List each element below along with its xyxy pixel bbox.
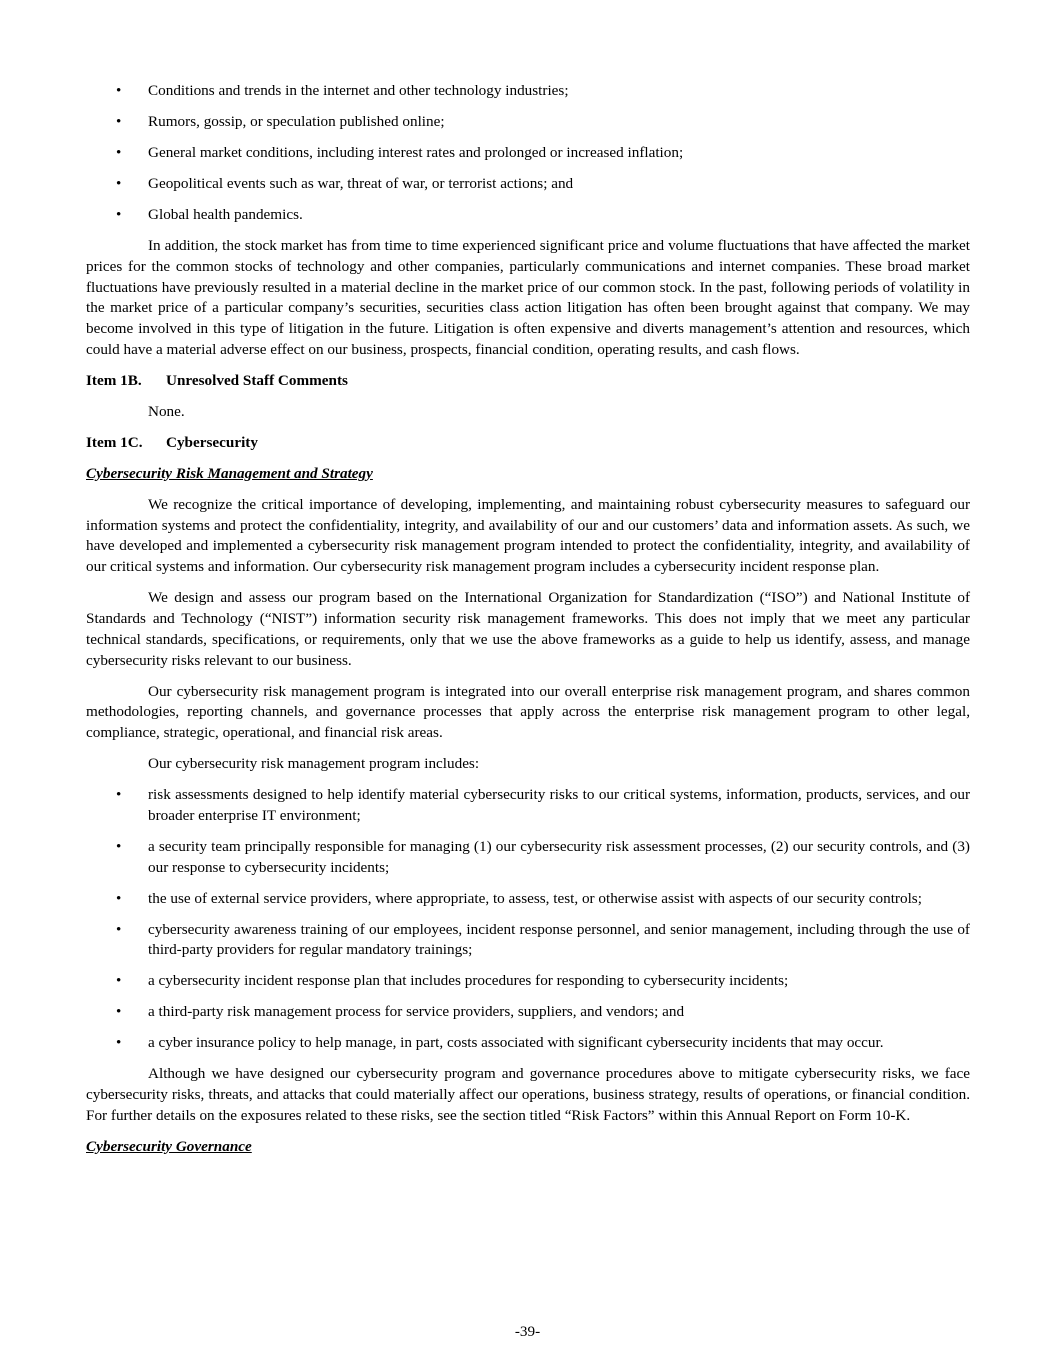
list-item <box>86 785 970 827</box>
bullet-text: a cybersecurity incident response plan that includes procedures for responding to cybersecurity incidents; <box>148 972 789 990</box>
risk-paragraph: We design and assess our program based on the International Organization for Standardization (“ISO”) and National Institute of Standards and Technology (“NIST”) information security risk management frameworks. This does not imply that we meet any particular technical standards, specifications, or requirements, only that we use the above frameworks as a guide to help us identify, assess, and manage cybersecurity risks relevant to our business. <box>86 589 970 669</box>
page-number: -39- <box>514 1323 541 1340</box>
risk-paragraph: Our cybersecurity risk management program is integrated into our overall enterprise risk management program, and shares common methodologies, reporting channels, and governance processes that apply across the enterprise risk management program to other legal, compliance, strategic, operational, and financial risk areas. <box>86 682 970 742</box>
list-item <box>86 205 970 226</box>
bullet-mark: • <box>116 920 122 938</box>
item-1b-heading <box>86 371 970 392</box>
bullet-text: a cyber insurance policy to help manage, in part, costs associated with significant cybersecurity incidents that may occur. <box>148 1034 884 1052</box>
top-bullet-list <box>86 81 970 226</box>
bullet-text: a third-party risk management process for service providers, suppliers, and vendors; and <box>148 1003 685 1021</box>
item-1b-title: Unresolved Staff Comments <box>166 371 348 389</box>
bullet-mark: • <box>116 786 122 804</box>
governance-heading: Cybersecurity Governance <box>86 1138 252 1155</box>
item-1b-number: Item 1B. <box>86 371 142 389</box>
list-item <box>86 920 970 962</box>
list-item <box>86 889 970 910</box>
list-item <box>86 837 970 879</box>
bullet-mark: • <box>116 1003 122 1021</box>
bullet-mark: • <box>116 889 122 907</box>
item-1c-heading <box>86 433 970 454</box>
bullet-mark: • <box>116 174 122 192</box>
bullet-text: Geopolitical events such as war, threat of war, or terrorist actions; and <box>148 174 574 192</box>
list-item <box>86 1033 970 1054</box>
risk-paragraph: We recognize the critical importance of developing, implementing, and maintaining robust cybersecurity measures to safeguard our information systems and protect the confidentiality, integrity, and availability of our and our customers’ data and information assets. As such, we have developed and implemented a cybersecurity risk management program intended to protect the confidentiality, integrity, and availability of our critical systems and information. Our cybersecurity risk management program includes a cybersecurity incident response plan. <box>86 495 970 576</box>
item-1c-title: Cybersecurity <box>166 433 258 451</box>
bullet-text: risk assessments designed to help identify material cybersecurity risks to our critical systems, information, products, services, and our broader enterprise IT environment; <box>148 786 970 824</box>
bullet-mark: • <box>116 1034 122 1052</box>
risk-management-heading: Cybersecurity Risk Management and Strategy <box>86 464 373 482</box>
market-paragraph: In addition, the stock market has from time to time experienced significant price and volume fluctuations that have affected the market prices for the common stocks of technology and other companies, particularly communications and internet companies. These broad market fluctuations have previously resulted in a material decline in the market price of our common stock. In the past, following periods of volatility in the market price of a particular company’s securities, securities class action litigation has often been brought against that company. We may become involved in this type of litigation in the future. Litigation is often expensive and diverts management’s attention and resources, which could have a material adverse effect on our business, prospects, financial condition, operating results, and cash flows. <box>86 236 970 358</box>
list-item <box>86 174 970 195</box>
bullet-text: Global health pandemics. <box>148 205 303 223</box>
bullet-mark: • <box>116 112 122 130</box>
closing-paragraph: Although we have designed our cybersecurity program and governance procedures above to mitigate cybersecurity risks, we face cybersecurity risks, threats, and attacks that could materially affect our operations, business strategy, results of operations, or financial condition. For further details on the exposures related to these risks, see the section titled “Risk Factors” within this Annual Report on Form 10-K. <box>86 1065 970 1125</box>
item-1b-body: None. <box>148 402 185 420</box>
list-item <box>86 1002 970 1023</box>
program-bullet-list <box>86 785 970 1054</box>
bullet-text: cybersecurity awareness training of our employees, incident response personnel, and senior management, including through the use of third-party providers for regular mandatory trainings; <box>148 920 970 959</box>
bullet-mark: • <box>116 82 122 99</box>
list-item <box>86 143 970 164</box>
bullet-text: Rumors, gossip, or speculation published online; <box>148 112 445 130</box>
bullet-text: the use of external service providers, where appropriate, to assess, test, or otherwise assist with aspects of our security controls; <box>148 889 922 907</box>
bullet-mark: • <box>116 837 122 855</box>
list-item <box>86 81 970 102</box>
bullet-text: a security team principally responsible for managing (1) our cybersecurity risk assessment processes, (2) our security controls, and (3) our response to cybersecurity incidents; <box>148 837 970 876</box>
bullet-mark: • <box>116 972 122 990</box>
risk-paragraph: Our cybersecurity risk management program includes: <box>148 755 480 773</box>
item-1c-number: Item 1C. <box>86 433 143 451</box>
bullet-text: General market conditions, including interest rates and prolonged or increased inflation; <box>148 143 684 161</box>
bullet-text: Conditions and trends in the internet and other technology industries; <box>148 82 569 99</box>
list-item <box>86 112 970 133</box>
bullet-mark: • <box>116 143 122 161</box>
document-page <box>86 81 970 1168</box>
bullet-mark: • <box>116 205 122 223</box>
list-item <box>86 971 970 992</box>
